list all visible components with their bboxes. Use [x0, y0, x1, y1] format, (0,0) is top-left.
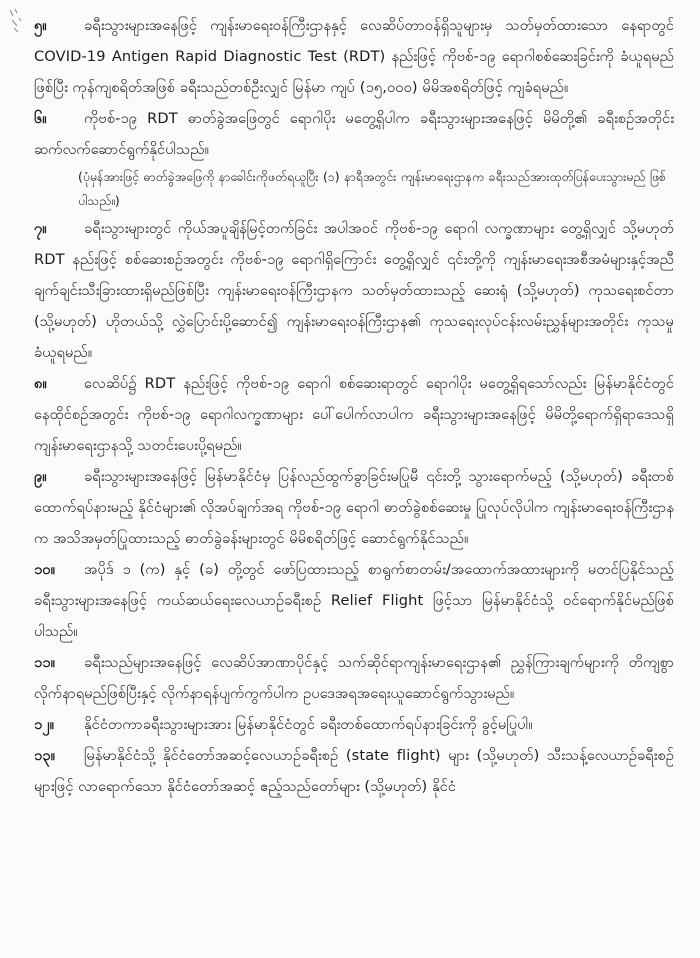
paragraph-text: လေဆိပ်၌ RDT နည်းဖြင့် ကိုဗစ်-၁၉ ရောဂါ စစ်ဆေးရာတွင် ရောဂါပိုး မတွေ့ရှိရသော်လည်း မြန်မာနိုင်ငံတွင် နေထိုင်စဉ်အတွင်း ကိုဗစ်-၁၉ ရောဂါလက္ခဏာများ ပေါ်ပေါက်လာပါက ခရီးသွားများအနေဖြင့် မိမိတို့ရောက်ရှိရာဒေသရှိ ကျန်းမာရေးဌာနသို့ သတင်းပေးပို့ရမည်။ — [34, 375, 674, 454]
paragraph-6-note: (ပုံမှန်အားဖြင့် ဓာတ်ခွဲအဖြေကို နာခေါင်းကိုဖတ်ရယူပြီး (၁) နာရီအတွင်း ကျန်းမာရေးဌာနက ခရီးသည်အားထုတ်ပြန်ပေးသွားမည် ဖြစ်ပါသည်။) — [78, 169, 666, 208]
paragraph-number: ၆။ — [34, 110, 47, 127]
paragraph-text: ခရီးသည်များအနေဖြင့် လေဆိပ်အာဏာပိုင်နှင့် သက်ဆိုင်ရာကျန်းမာရေးဌာန၏ ညွှန်ကြားချက်များကို တိကျစွာလိုက်နာရမည်ဖြစ်ပြီးနှင့် လိုက်နာရန်ပျက်ကွက်ပါက ဥပဒေအရအရေးယူဆောင်ရွက်သွားမည်။ — [34, 654, 674, 702]
paragraph-5 — [34, 10, 674, 103]
paragraph-text: အပိုဒ် ၁ (က) နှင့် (ခ) တို့တွင် ဖော်ပြထားသည့် စာရွက်စာတမ်း/အထောက်အထားများကို မတင်ပြနိုင်သည့် ခရီးသွားများအနေဖြင့် ကယ်ဆယ်ရေးလေယာဉ်ခရီးစဉ် Relief Flight ဖြင့်သာ မြန်မာနိုင်ငံသို့ ဝင်ရောက်နိုင်မည်ဖြစ်ပါသည်။ — [34, 561, 674, 640]
paragraph-12 — [34, 709, 674, 740]
paragraph-number: ၁၃။ — [34, 747, 56, 764]
paragraph-11 — [34, 647, 674, 709]
paragraph-number: ၅။ — [34, 17, 47, 34]
paragraph-7 — [34, 213, 674, 368]
paragraph-text: ခရီးသွားများတွင် ကိုယ်အပူချိန်မြင့်တက်ခြင်း အပါအဝင် ကိုဗစ်-၁၉ ရောဂါ လက္ခဏာများ တွေ့ရှိလျှင် သို့မဟုတ် RDT နည်းဖြင့် စစ်ဆေးစဉ်အတွင်း ကိုဗစ်-၁၉ ရောဂါရှိကြောင်း တွေ့ရှိလျှင် ၎င်းတို့ကို ကျန်းမာရေးအစီအမံများနှင့်အညီ ချက်ချင်းသီးခြားထားရှိမည်ဖြစ်ပြီး ကျန်းမာရေးဝန်ကြီးဌာနက သတ်မှတ်ထားသည့် ဆေးရုံ (သို့မဟုတ်) ကုသရေးစင်တာ (သို့မဟုတ်) ဟိုတယ်သို့ လွှဲပြောင်းပို့ဆောင်၍ ကျန်းမာရေးဝန်ကြီးဌာန၏ ကုသရေးလုပ်ငန်းလမ်းညွှန်များအတိုင်း ကုသမှုခံယူရမည်။ — [34, 220, 674, 361]
paragraph-number: ၁၀။ — [34, 561, 56, 578]
paragraph-number: ၇။ — [34, 220, 47, 237]
paragraph-text: ခရီးသွားများအနေဖြင့် မြန်မာနိုင်ငံမှ ပြန်လည်ထွက်ခွာခြင်းမပြုမီ ၎င်းတို့ သွားရောက်မည့် (သို့မဟုတ်) ခရီးတစ်ထောက်ရပ်နားမည့် နိုင်ငံများ၏ လိုအပ်ချက်အရ ကိုဗစ်-၁၉ ရောဂါ ဓာတ်ခွဲစစ်ဆေးမှု ပြုလုပ်လိုပါက ကျန်းမာရေးဝန်ကြီးဌာနက အသိအမှတ်ပြုထားသည့် ဓာတ်ခွဲခန်းများတွင် မိမိစရိတ်ဖြင့် ဆောင်ရွက်နိုင်သည်။ — [34, 468, 674, 547]
paragraph-text: နိုင်ငံတကာခရီးသွားများအား မြန်မာနိုင်ငံတွင် ခရီးတစ်ထောက်ရပ်နားခြင်းကို ခွင့်မပြုပါ။ — [84, 716, 533, 733]
scan-artifact-icon — [6, 6, 28, 36]
paragraph-text: ကိုဗစ်-၁၉ RDT ဓာတ်ခွဲအဖြေတွင် ရောဂါပိုး မတွေ့ရှိပါက ခရီးသွားများအနေဖြင့် မိမိတို့၏ ခရီးစဉ်အတိုင်း ဆက်လက်ဆောင်ရွက်နိုင်ပါသည်။ — [34, 110, 674, 158]
paragraph-number: ၈။ — [34, 375, 47, 392]
paragraph-13 — [34, 740, 674, 802]
paragraph-text: မြန်မာနိုင်ငံသို့ နိုင်ငံတော်အဆင့်လေယာဉ်ခရီးစဉ် (state flight) များ (သို့မဟုတ်) သီးသန့်လေယာဉ်ခရီးစဉ်များဖြင့် လာရောက်သော နိုင်ငံတော်အဆင့် ဧည့်သည်တော်များ (သို့မဟုတ်) နိုင်ငံ — [34, 747, 674, 795]
paragraph-6 — [34, 103, 674, 165]
paragraph-text: ခရီးသွားများအနေဖြင့် ကျန်းမာရေးဝန်ကြီးဌာနနှင့် လေဆိပ်တာဝန်ရှိသူများမှ သတ်မှတ်ထားသော နေရာတွင် COVID-19 Antigen Rapid Diagnostic Test (RDT) နည်းဖြင့် ကိုဗစ်-၁၉ ရောဂါစစ်ဆေးခြင်းကို ခံယူရမည်ဖြစ်ပြီး ကုန်ကျစရိတ်အဖြစ် ခရီးသည်တစ်ဦးလျှင် မြန်မာ ကျပ် (၁၅,၀၀၀) မိမိအစရိတ်ဖြင့် ကျခံရမည်။ — [34, 17, 674, 96]
paragraph-number: ၉။ — [34, 468, 47, 485]
paragraph-number: ၁၁။ — [34, 654, 56, 671]
paragraph-9 — [34, 461, 674, 554]
paragraph-number: ၁၂။ — [34, 716, 55, 733]
paragraph-8 — [34, 368, 674, 461]
paragraph-10 — [34, 554, 674, 647]
